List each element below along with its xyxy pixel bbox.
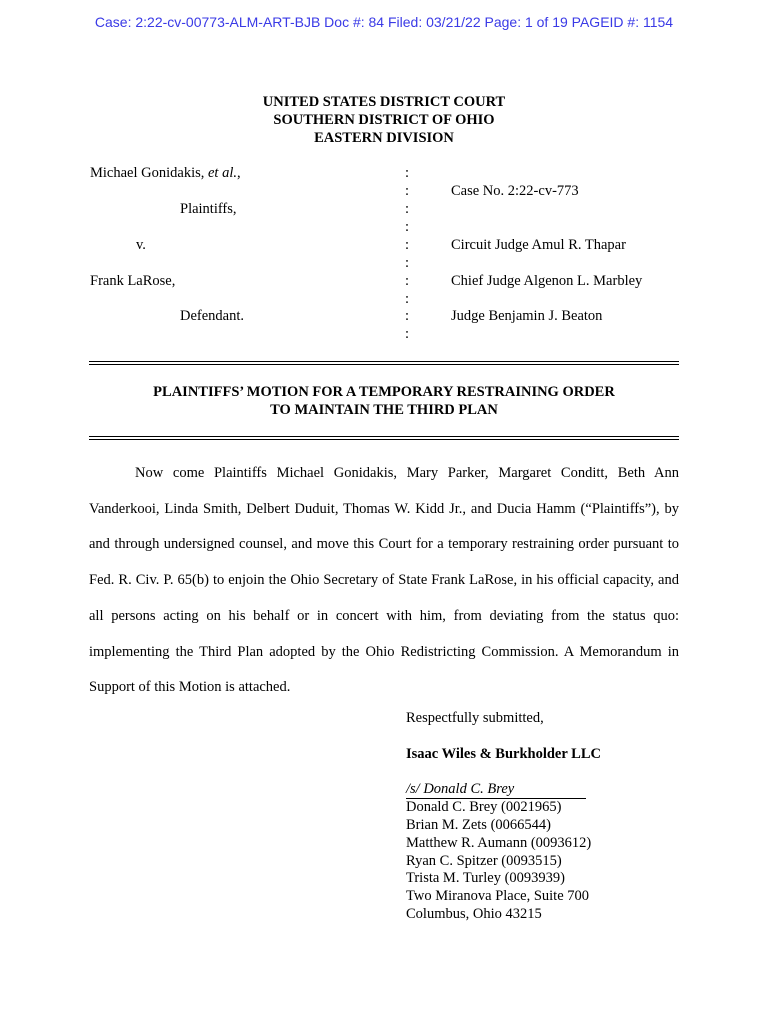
plaintiffs-label: Plaintiffs, [180, 201, 237, 217]
signature-line [406, 780, 586, 799]
defendant-label: Defendant. [180, 308, 245, 324]
plaintiff-name: Michael Gonidakis, et al., [90, 165, 241, 181]
defendant-name: Frank LaRose, [90, 273, 176, 289]
court-name: UNITED STATES DISTRICT COURT [262, 94, 506, 110]
case-number: Case No. 2:22-cv-773 [451, 183, 579, 199]
body-paragraph: Now come Plaintiffs Michael Gonidakis, Mary Parker, Margaret Conditt, Beth Ann Vanderkooi, Linda Smith, Delbert Duduit, Thomas W. Kidd Jr., and Ducia Hamm (“Plaintiffs”), by and through undersigned counsel, and move this Court for a temporary restraining order pursuant to Fed. R. Civ. P. 65(b) to enjoin the Ohio Secretary of State Frank LaRose, in his official capacity, and all persons acting on his behalf or in concert with him, from deviating from the status quo: implementing the Third Plan adopted by the Ohio Redistricting Commission. A Memorandum in Support of this Motion is attached. [89, 465, 679, 696]
address-line: Two Miranova Place, Suite 700 [406, 888, 590, 904]
court-district: SOUTHERN DISTRICT OF OHIO [273, 112, 495, 128]
attorney-line: Ryan C. Spitzer (0093515) [406, 853, 562, 869]
e-signature: /s/ Donald C. Brey [406, 780, 586, 799]
court-division: EASTERN DIVISION [314, 130, 454, 146]
court-heading [0, 93, 768, 147]
versus-label: v. [136, 237, 146, 253]
title-rule-bottom [89, 436, 679, 440]
firm-name: Isaac Wiles & Burkholder LLC [406, 746, 601, 762]
address-line: Columbus, Ohio 43215 [406, 906, 542, 922]
closing: Respectfully submitted, [406, 710, 544, 726]
ecf-header-stamp: Case: 2:22-cv-00773-ALM-ART-BJB Doc #: 84 Filed: 03/21/22 Page: 1 of 19 PAGEID #: 1154 [94, 14, 674, 30]
caption-colon: : [405, 326, 410, 342]
caption-colon: : [405, 219, 410, 235]
caption-colon: : [405, 201, 410, 217]
caption-colon: : [405, 291, 410, 307]
caption-colon: : [405, 165, 410, 181]
motion-title-line2: TO MAINTAIN THE THIRD PLAN [270, 402, 498, 418]
attorney-line: Matthew R. Aumann (0093612) [406, 835, 592, 851]
caption-colon: : [405, 273, 410, 289]
judge-circuit: Circuit Judge Amul R. Thapar [451, 237, 626, 253]
title-rule-top [89, 361, 679, 365]
caption-colon: : [405, 183, 410, 199]
attorney-line: Donald C. Brey (0021965) [406, 799, 562, 815]
judge-chief: Chief Judge Algenon L. Marbley [451, 273, 643, 289]
caption-colon: : [405, 255, 410, 271]
motion-title-line1: PLAINTIFFS’ MOTION FOR A TEMPORARY RESTRAINING ORDER [153, 384, 615, 400]
judge-district: Judge Benjamin J. Beaton [451, 308, 603, 324]
motion-title [0, 383, 768, 419]
attorney-line: Brian M. Zets (0066544) [406, 817, 551, 833]
caption-colon: : [405, 237, 410, 253]
attorney-line: Trista M. Turley (0093939) [406, 870, 565, 886]
caption-colon: : [405, 308, 410, 324]
motion-body [89, 456, 679, 706]
